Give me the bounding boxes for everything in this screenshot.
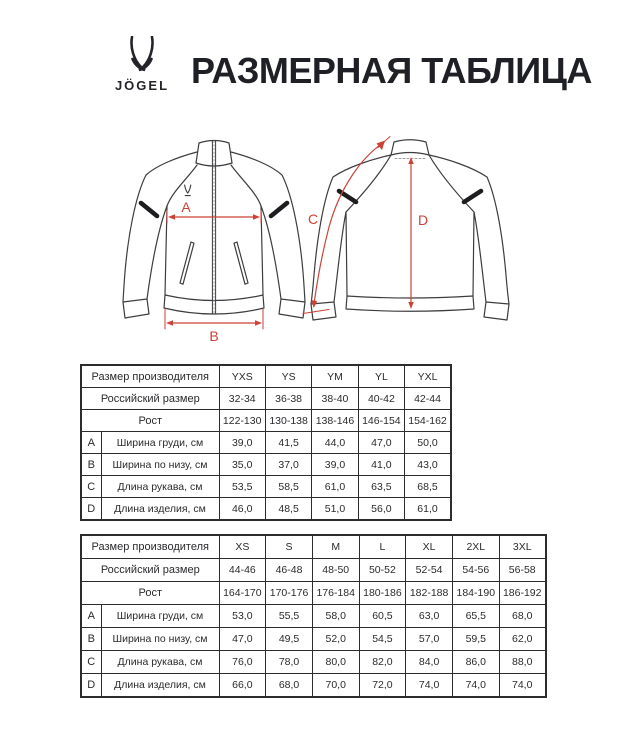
measure-value-cell: 59,5	[452, 628, 499, 651]
header-value-cell: L	[359, 535, 406, 559]
header-value-cell: 180-186	[359, 582, 406, 605]
header-value-cell: 42-44	[405, 388, 451, 410]
chest-logo-icon	[185, 185, 191, 196]
measure-key-cell: C	[81, 476, 101, 498]
header-value-cell: XS	[219, 535, 266, 559]
header-row-label: Российский размер	[81, 559, 219, 582]
header-value-cell: 36-38	[265, 388, 311, 410]
header-value-cell: 184-190	[452, 582, 499, 605]
brand-wordmark: JÖGEL	[114, 78, 170, 93]
header-row-label: Размер производителя	[81, 535, 219, 559]
measure-label-cell: Ширина по низу, см	[101, 628, 219, 651]
measure-value-cell: 41,0	[358, 454, 404, 476]
measure-label-cell: Ширина груди, см	[101, 605, 219, 628]
measure-value-cell: 37,0	[265, 454, 311, 476]
measure-key-cell: D	[81, 674, 101, 698]
measure-label-cell: Ширина груди, см	[101, 432, 219, 454]
header-value-cell: S	[266, 535, 313, 559]
header-value-cell: 52-54	[406, 559, 453, 582]
measure-value-cell: 50,0	[405, 432, 451, 454]
header-value-cell: M	[312, 535, 359, 559]
header-row	[81, 535, 546, 559]
measure-value-cell: 53,0	[219, 605, 266, 628]
measure-value-cell: 51,0	[312, 498, 358, 521]
measure-row	[81, 605, 546, 628]
measure-value-cell: 44,0	[312, 432, 358, 454]
measure-value-cell: 54,5	[359, 628, 406, 651]
measure-value-cell: 80,0	[312, 651, 359, 674]
measure-value-cell: 74,0	[452, 674, 499, 698]
measure-arrow-d	[408, 157, 413, 309]
header-row	[81, 559, 546, 582]
measure-row	[81, 476, 451, 498]
measure-row	[81, 432, 451, 454]
header-value-cell: 186-192	[499, 582, 546, 605]
measure-value-cell: 68,5	[405, 476, 451, 498]
measure-row	[81, 651, 546, 674]
header-row-label: Рост	[81, 582, 219, 605]
header-value-cell: YL	[358, 365, 404, 388]
header-value-cell: 56-58	[499, 559, 546, 582]
measure-value-cell: 61,0	[312, 476, 358, 498]
measure-value-cell: 39,0	[219, 432, 265, 454]
header-value-cell: 182-188	[406, 582, 453, 605]
measure-row	[81, 498, 451, 521]
measure-value-cell: 82,0	[359, 651, 406, 674]
header-row-label: Размер производителя	[81, 365, 219, 388]
header-value-cell: 32-34	[219, 388, 265, 410]
measure-value-cell: 56,0	[358, 498, 404, 521]
measure-row	[81, 674, 546, 698]
measure-value-cell: 60,5	[359, 605, 406, 628]
header-value-cell: 46-48	[266, 559, 313, 582]
measure-key-cell: A	[81, 432, 101, 454]
measure-value-cell: 62,0	[499, 628, 546, 651]
header-value-cell: 44-46	[219, 559, 266, 582]
measure-value-cell: 52,0	[312, 628, 359, 651]
measure-value-cell: 65,5	[452, 605, 499, 628]
measure-value-cell: 41,5	[265, 432, 311, 454]
header-value-cell: YXS	[219, 365, 265, 388]
label-d: D	[418, 212, 429, 228]
header-value-cell: 2XL	[452, 535, 499, 559]
header-row	[81, 410, 451, 432]
measure-value-cell: 76,0	[219, 651, 266, 674]
header-value-cell: 146-154	[358, 410, 404, 432]
measure-value-cell: 43,0	[405, 454, 451, 476]
jacket-back-outline	[311, 140, 509, 320]
header-row-label: Рост	[81, 410, 219, 432]
measure-row	[81, 628, 546, 651]
header-value-cell: 38-40	[312, 388, 358, 410]
header-row-label: Российский размер	[81, 388, 219, 410]
header-value-cell: 130-138	[265, 410, 311, 432]
header-row	[81, 582, 546, 605]
measure-row	[81, 454, 451, 476]
header-value-cell: 40-42	[358, 388, 404, 410]
header-value-cell: 48-50	[312, 559, 359, 582]
measure-value-cell: 39,0	[312, 454, 358, 476]
measure-value-cell: 68,0	[266, 674, 313, 698]
measure-value-cell: 84,0	[406, 651, 453, 674]
header-value-cell: 176-184	[312, 582, 359, 605]
measure-value-cell: 74,0	[406, 674, 453, 698]
header-value-cell: 54-56	[452, 559, 499, 582]
measure-value-cell: 63,5	[358, 476, 404, 498]
header-row	[81, 365, 451, 388]
measure-value-cell: 47,0	[358, 432, 404, 454]
measure-label-cell: Длина изделия, см	[101, 674, 219, 698]
measure-value-cell: 48,5	[265, 498, 311, 521]
header-value-cell: 3XL	[499, 535, 546, 559]
header-value-cell: 50-52	[359, 559, 406, 582]
header-value-cell: XL	[406, 535, 453, 559]
measure-key-cell: B	[81, 454, 101, 476]
header-value-cell: 170-176	[266, 582, 313, 605]
jacket-front-outline	[123, 141, 305, 319]
measure-value-cell: 55,5	[266, 605, 313, 628]
header-value-cell: 122-130	[219, 410, 265, 432]
size-table-youth	[80, 364, 452, 521]
measure-value-cell: 49,5	[266, 628, 313, 651]
measure-value-cell: 35,0	[219, 454, 265, 476]
jogel-mark-icon	[127, 36, 157, 76]
measure-value-cell: 68,0	[499, 605, 546, 628]
measure-value-cell: 61,0	[405, 498, 451, 521]
header-value-cell: YXL	[405, 365, 451, 388]
jacket-measurement-diagram	[0, 112, 624, 356]
measure-value-cell: 88,0	[499, 651, 546, 674]
measure-key-cell: A	[81, 605, 101, 628]
measure-value-cell: 58,0	[312, 605, 359, 628]
measure-value-cell: 72,0	[359, 674, 406, 698]
measure-value-cell: 57,0	[406, 628, 453, 651]
measure-key-cell: D	[81, 498, 101, 521]
measure-value-cell: 78,0	[266, 651, 313, 674]
measure-value-cell: 46,0	[219, 498, 265, 521]
measure-label-cell: Длина рукава, см	[101, 651, 219, 674]
label-b: B	[209, 328, 219, 344]
header-value-cell: YM	[312, 365, 358, 388]
measure-label-cell: Ширина по низу, см	[101, 454, 219, 476]
measure-key-cell: C	[81, 651, 101, 674]
measure-value-cell: 70,0	[312, 674, 359, 698]
header-value-cell: 164-170	[219, 582, 266, 605]
measure-value-cell: 74,0	[499, 674, 546, 698]
header-value-cell: 138-146	[312, 410, 358, 432]
header-row	[81, 388, 451, 410]
measure-value-cell: 47,0	[219, 628, 266, 651]
measure-label-cell: Длина рукава, см	[101, 476, 219, 498]
label-c: C	[307, 211, 319, 227]
page-title: РАЗМЕРНАЯ ТАБЛИЦА	[191, 50, 592, 91]
measure-label-cell: Длина изделия, см	[101, 498, 219, 521]
brand-logo	[104, 36, 180, 93]
measure-value-cell: 58,5	[265, 476, 311, 498]
header-value-cell: YS	[265, 365, 311, 388]
measure-value-cell: 66,0	[219, 674, 266, 698]
measure-value-cell: 86,0	[452, 651, 499, 674]
header-value-cell: 154-162	[405, 410, 451, 432]
size-table-adult	[80, 534, 547, 698]
measure-key-cell: B	[81, 628, 101, 651]
label-a: A	[181, 199, 191, 215]
measure-value-cell: 53,5	[219, 476, 265, 498]
measure-value-cell: 63,0	[406, 605, 453, 628]
